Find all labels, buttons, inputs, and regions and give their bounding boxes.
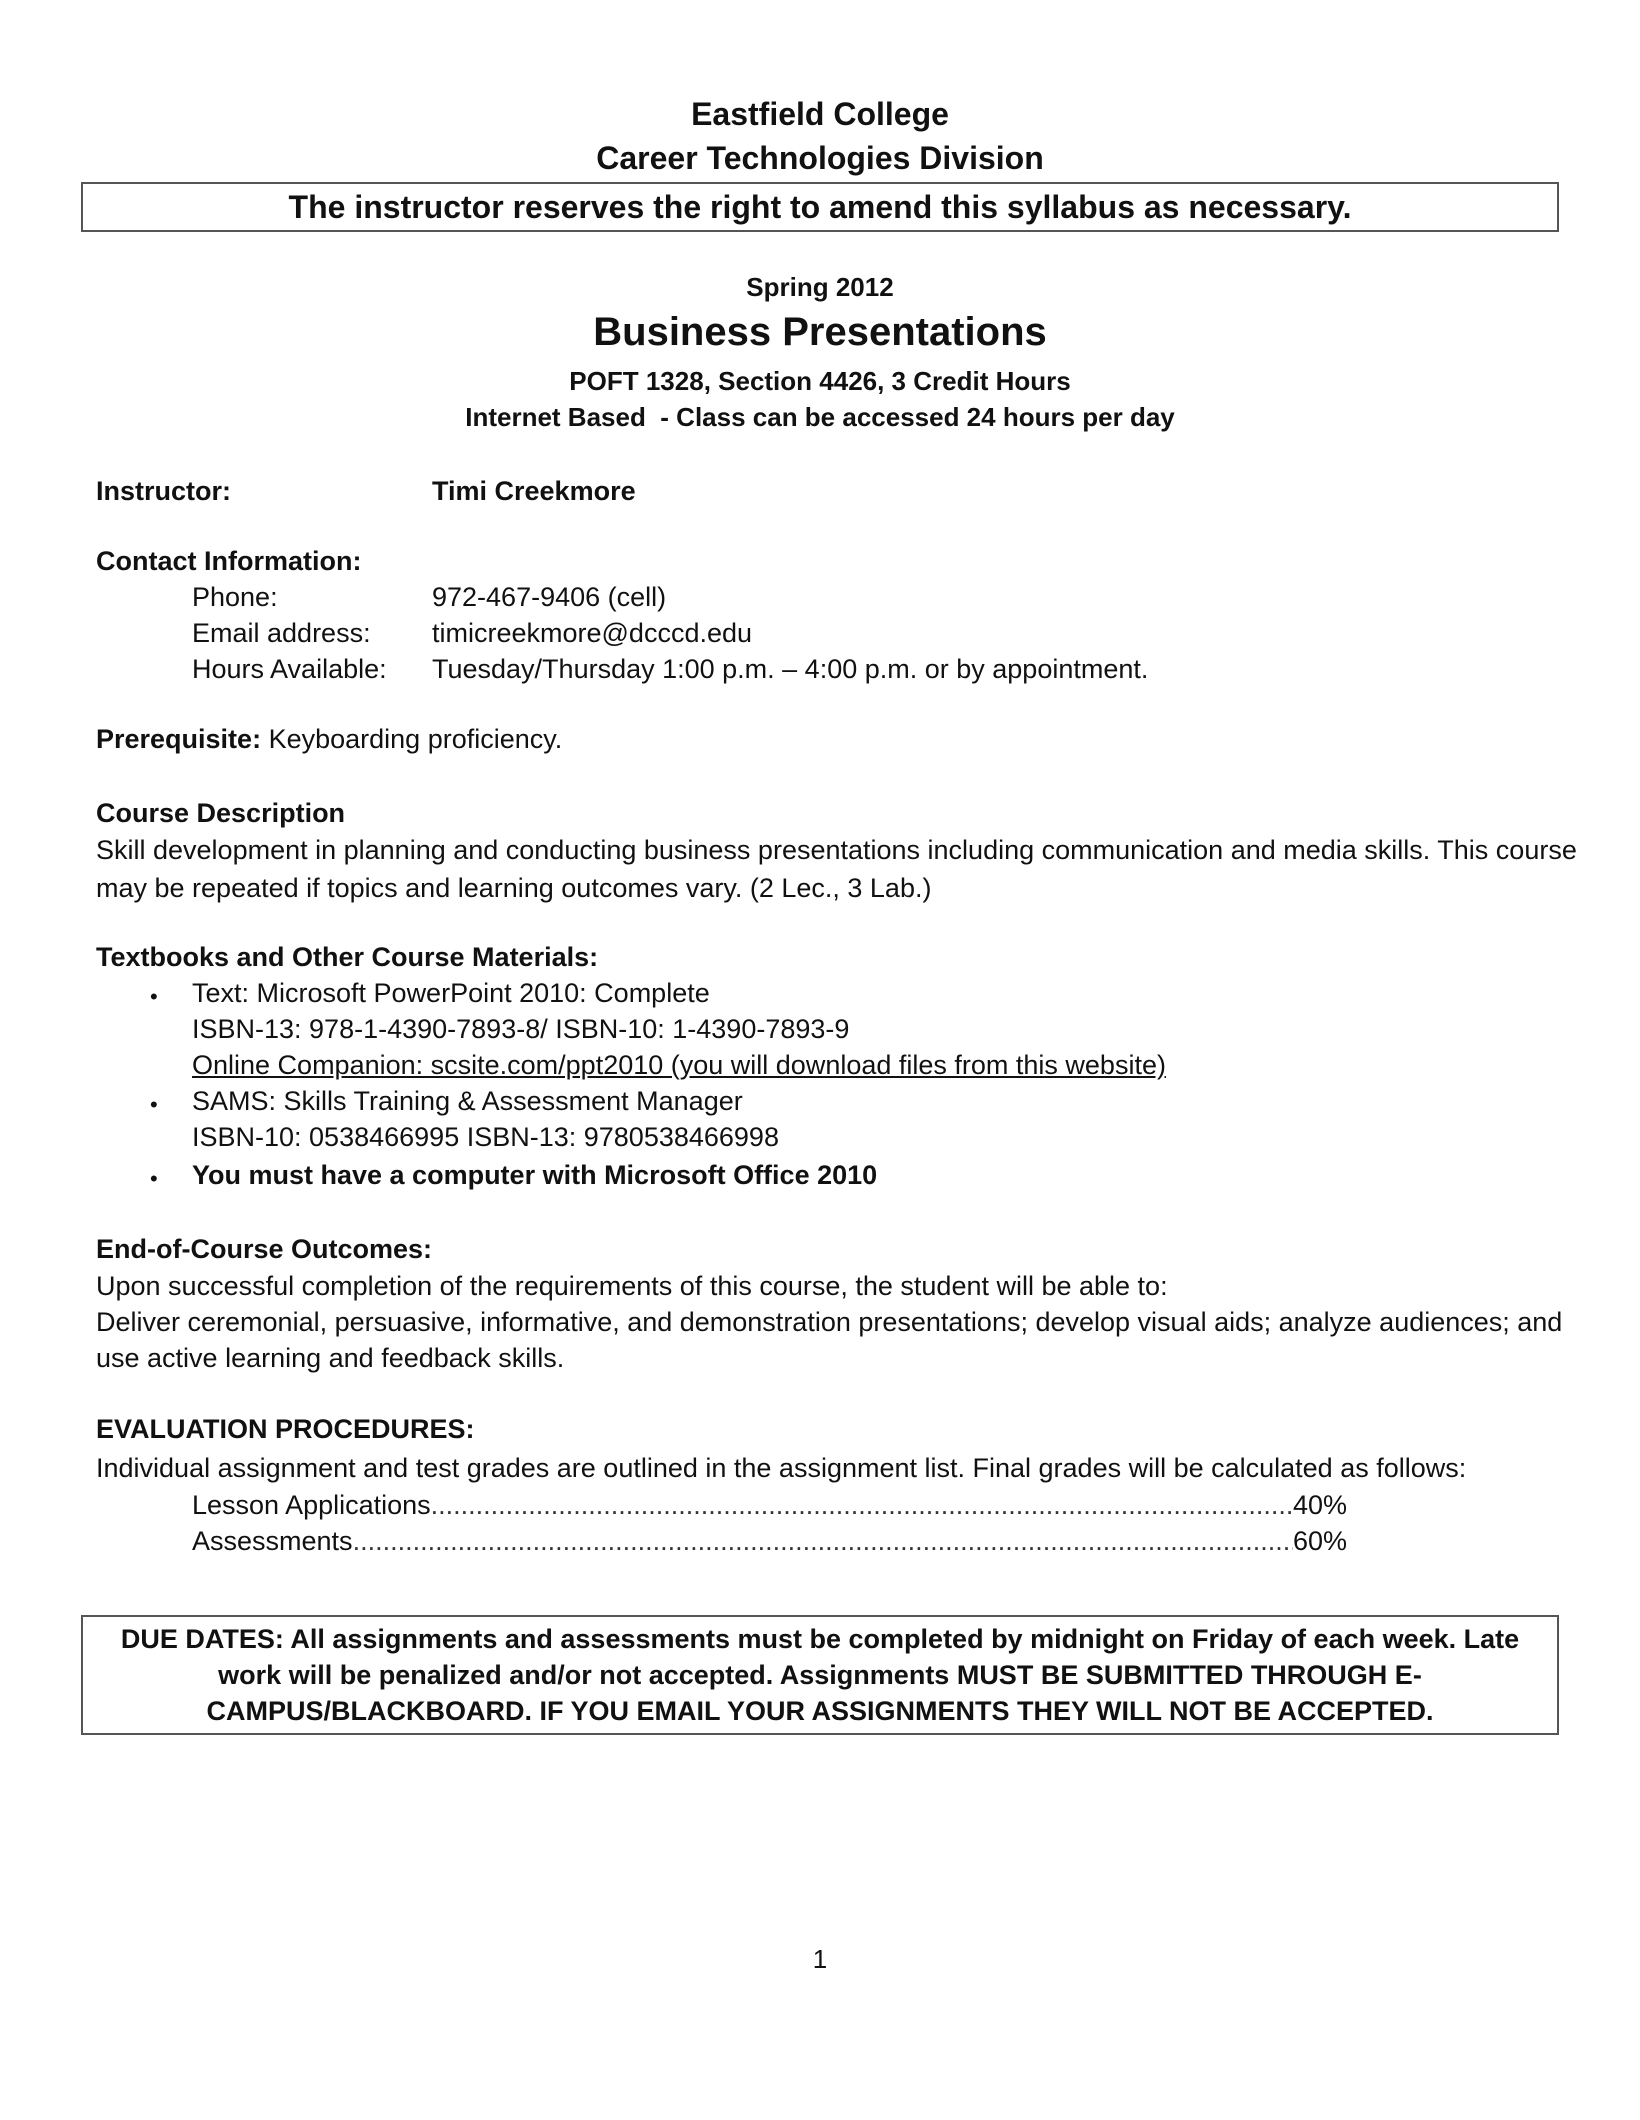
material-1-line-1: Text: Microsoft PowerPoint 2010: Complete [192, 978, 710, 1008]
bullet-icon: • [150, 1092, 158, 1117]
email-label: Email address: [192, 618, 371, 648]
dot-leader [353, 1526, 1293, 1557]
instructor-label: Instructor: [96, 476, 231, 506]
due-line-2: work will be penalized and/or not accepted. Assignments MUST BE SUBMITTED THROUGH E- [218, 1660, 1422, 1690]
email-value[interactable]: timicreekmore@dcccd.edu [432, 618, 753, 648]
division-name: Career Technologies Division [596, 140, 1044, 176]
course-format-line: Internet Based - Class can be accessed 24 hours per day [465, 402, 1175, 432]
course-code-line: POFT 1328, Section 4426, 3 Credit Hours [569, 366, 1071, 396]
evaluation-row-label: Assessments [192, 1526, 353, 1556]
online-companion-link[interactable] [192, 1050, 1166, 1081]
prerequisite [96, 724, 562, 755]
contact-heading: Contact Information: [96, 546, 362, 576]
prerequisite-label: Prerequisite: [96, 724, 262, 754]
phone-value: 972-467-9406 (cell) [432, 582, 667, 612]
instructor-name: Timi Creekmore [432, 476, 636, 506]
material-3: You must have a computer with Microsoft Office 2010 [192, 1160, 878, 1190]
phone-label: Phone: [192, 582, 278, 612]
page-number: 1 [812, 1944, 828, 1974]
term: Spring 2012 [746, 272, 894, 302]
hours-value: Tuesday/Thursday 1:00 p.m. – 4:00 p.m. or by appointment. [432, 654, 1149, 684]
material-2-line-1: SAMS: Skills Training & Assessment Manager [192, 1086, 743, 1116]
bullet-icon: • [150, 1166, 158, 1191]
bullet-icon: • [150, 984, 158, 1009]
hours-label: Hours Available: [192, 654, 387, 684]
amend-notice: The instructor reserves the right to amend this syllabus as necessary. [81, 182, 1559, 232]
outcomes-line-1: Upon successful completion of the requirements of this course, the student will be able to: [96, 1271, 1168, 1301]
evaluation-heading: EVALUATION PROCEDURES: [96, 1414, 475, 1444]
evaluation-row [192, 1526, 1347, 1557]
material-1-line-2: ISBN-13: 978-1-4390-7893-8/ ISBN-10: 1-4390-7893-9 [192, 1014, 850, 1044]
outcomes-line-3: use active learning and feedback skills. [96, 1343, 565, 1373]
description-heading: Course Description [96, 798, 346, 828]
description-line-2: may be repeated if topics and learning outcomes vary. (2 Lec., 3 Lab.) [96, 873, 932, 903]
outcomes-heading: End-of-Course Outcomes: [96, 1234, 433, 1264]
description-line-1: Skill development in planning and conducting business presentations including communication and media skills. This course [96, 835, 1577, 865]
prerequisite-text: Keyboarding proficiency. [268, 724, 563, 754]
due-dates-box [81, 1615, 1559, 1735]
due-line-1: DUE DATES: All assignments and assessments must be completed by midnight on Friday of each week. Late [120, 1624, 1520, 1654]
evaluation-intro: Individual assignment and test grades are outlined in the assignment list. Final grades will be calculated as follows: [96, 1453, 1467, 1483]
evaluation-row-value: 40% [1292, 1490, 1347, 1520]
materials-heading: Textbooks and Other Course Materials: [96, 942, 599, 972]
outcomes-line-2: Deliver ceremonial, persuasive, informative, and demonstration presentations; develop visual aids; analyze audiences; and [96, 1307, 1563, 1337]
evaluation-row-value: 60% [1292, 1526, 1347, 1556]
college-name: Eastfield College [691, 96, 949, 132]
due-line-3: CAMPUS/BLACKBOARD. IF YOU EMAIL YOUR ASSIGNMENTS THEY WILL NOT BE ACCEPTED. [206, 1696, 1434, 1726]
evaluation-row [192, 1490, 1347, 1521]
online-companion-text: Online Companion: scsite.com/ppt2010 (you will download files from this website) [192, 1050, 1166, 1080]
dot-leader [431, 1490, 1293, 1521]
material-2-line-2: ISBN-10: 0538466995 ISBN-13: 9780538466998 [192, 1122, 779, 1152]
evaluation-row-label: Lesson Applications [192, 1490, 431, 1520]
course-title: Business Presentations [593, 310, 1047, 354]
